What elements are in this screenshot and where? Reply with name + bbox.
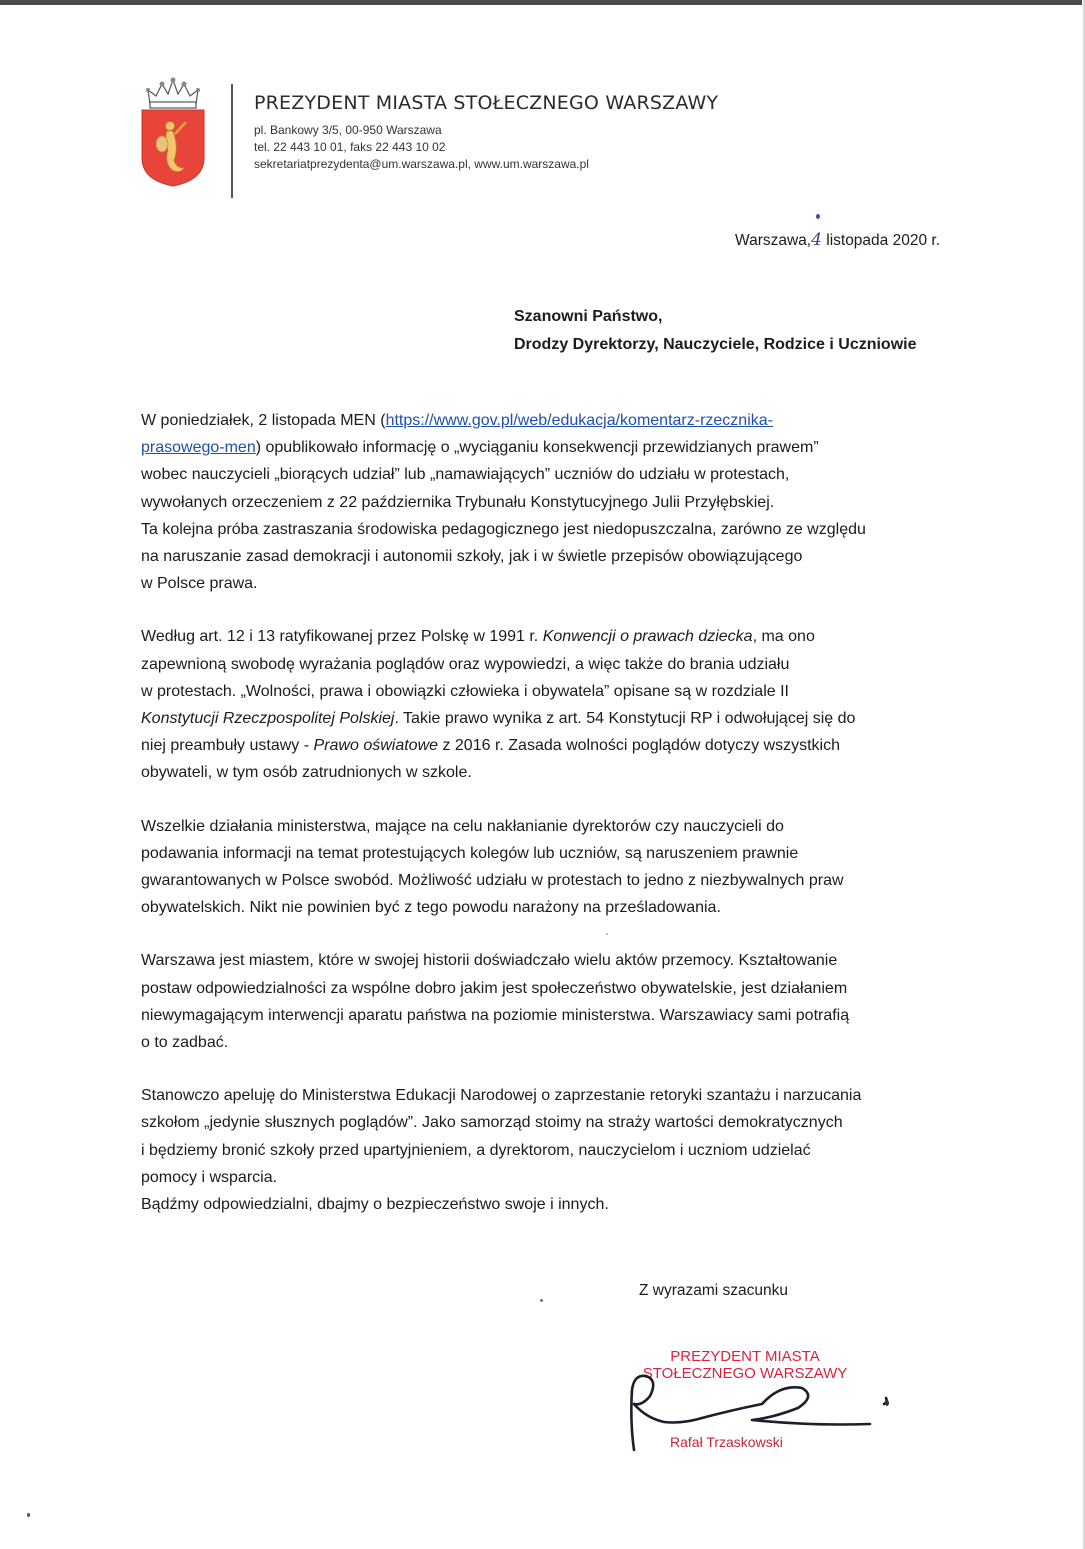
text-line: i będziemy bronić szkoły przed upartyjnieniem, a dyrektorom, nauczycielom i uczniom udzielać [141, 1141, 811, 1159]
paragraph-1 [141, 407, 946, 597]
text-line: wobec nauczycieli „biorących udział” lub „namawiających” uczniów do udziału w protestach, [141, 466, 790, 484]
italic-title: Prawo oświatowe [313, 737, 439, 755]
stamp-signatory-name: Rafał Trzaskowski [670, 1434, 783, 1450]
text-span: ) opublikowało informację o „wyciąganiu konsekwencji przewidzianych prawem” [255, 439, 819, 457]
text-line: Stanowczo apeluję do Ministerstwa Edukacji Narodowej o zaprzestanie retoryki szantażu i narzucania [141, 1087, 862, 1105]
text-line: zapewnioną swobodę wyrażania poglądów oraz wypowiedzi, a więc także do brania udziału [141, 655, 790, 673]
text-line: Bądźmy odpowiedzialni, dbajmy o bezpieczeństwo swoje i innych. [141, 1196, 609, 1214]
date-city: Warszawa, [735, 232, 812, 249]
men-link-part-1[interactable]: https://www.gov.pl/web/edukacja/komentarz-rzecznika- [385, 412, 773, 429]
paragraph-2 [141, 623, 946, 786]
closing-phrase: Z wyrazami szacunku [639, 1282, 789, 1299]
men-link-part-2[interactable]: prasowego-men [141, 439, 256, 457]
text-span: Według art. 12 i 13 ratyfikowanej przez Polskę w 1991 r. [141, 628, 543, 646]
letter-date [735, 230, 940, 250]
paragraph-3 [141, 813, 946, 922]
text-line: obywateli, w tym osób zatrudnionych w szkole. [141, 764, 472, 782]
office-address: pl. Bankowy 3/5, 00-950 Warszawa [254, 123, 442, 137]
italic-title: Konstytucji Rzeczpospolitej Polskiej [141, 710, 395, 728]
text-line: Warszawa jest miastem, które w swojej historii doświadczało wielu aktów przemocy. Kształtowanie [141, 952, 838, 970]
date-day-handwritten: 4 [811, 230, 822, 250]
scan-speck [885, 1400, 889, 1406]
scan-speck [27, 1513, 30, 1517]
text-line: postaw odpowiedzialności za wspólne dobro jakim jest społeczeństwo obywatelskie, jest działaniem [141, 979, 848, 997]
text-line: Ta kolejna próba zastraszania środowiska pedagogicznego jest niedopuszczalna, zarówno ze względu [141, 520, 866, 538]
office-title: PREZYDENT MIASTA STOŁECZNEGO WARSZAWY [254, 92, 719, 114]
scan-speck [606, 933, 608, 935]
salutation [514, 303, 917, 359]
stamp-line-1: PREZYDENT MIASTA [670, 1348, 820, 1365]
text-span: z 2016 r. Zasada wolności poglądów dotyczy wszystkich [438, 737, 840, 755]
paragraph-4 [141, 947, 946, 1056]
letter-body [141, 407, 946, 1244]
italic-title: Konwencji o prawach dziecka [542, 628, 753, 646]
text-line: pomocy i wsparcia. [141, 1168, 278, 1186]
text-span: , ma ono [752, 628, 815, 646]
text-line: obywatelskich. Nikt nie powinien być z tego powodu narażony na prześladowania. [141, 899, 721, 917]
text-line: szkołom „jedynie słusznych poglądów”. Jako samorząd stoimy na straży wartości demokratycznych [141, 1114, 843, 1132]
text-line: niewymagającym interwencji aparatu państwa na poziomie ministerstwa. Warszawiacy sami potrafią [141, 1006, 850, 1024]
stamp-line-2: STOŁECZNEGO WARSZAWY [642, 1365, 848, 1382]
office-contacts: sekretariatprezydenta@um.warszawa.pl, www.um.warszawa.pl [254, 157, 589, 171]
text-span: . Takie prawo wynika z art. 54 Konstytucji RP i odwołującej się do [394, 710, 856, 728]
office-phone: tel. 22 443 10 01, faks 22 443 10 02 [254, 140, 446, 154]
text-line: o to zadbać. [141, 1034, 229, 1052]
header-divider [231, 84, 233, 198]
date-rest: listopada 2020 r. [821, 232, 940, 249]
text-span: niej preambuły ustawy - [141, 737, 314, 755]
text-line: w protestach. „Wolności, prawa i obowiązki człowieka i obywatela” opisane są w rozdziale II [141, 682, 789, 700]
text-line: w Polsce prawa. [141, 575, 258, 593]
handwritten-signature-icon [612, 1362, 902, 1458]
scan-speck [816, 214, 820, 219]
paragraph-5 [141, 1082, 946, 1218]
text-line: Wszelkie działania ministerstwa, mające na celu nakłanianie dyrektorów czy nauczycieli do [141, 817, 784, 835]
text-line: podawania informacji na temat protestujących kolegów lub uczniów, są naruszeniem prawnie [141, 844, 799, 862]
scan-speck [540, 1299, 543, 1302]
text-span: W poniedziałek, 2 listopada MEN ( [141, 412, 386, 429]
letterhead [254, 92, 718, 173]
page-top-border [0, 0, 1085, 5]
warsaw-coat-of-arms-icon [138, 76, 208, 188]
salutation-line-1: Szanowni Państwo, [514, 308, 663, 325]
text-line: gwarantowanych w Polsce swobód. Możliwość udziału w protestach to jedno z niezbywalnych praw [141, 872, 844, 890]
text-line: na naruszanie zasad demokracji i autonomii szkoły, jak i w świetle przepisów obowiązującego [141, 548, 803, 566]
salutation-line-2: Drodzy Dyrektorzy, Nauczyciele, Rodzice i Uczniowie [514, 336, 917, 353]
text-line: wywołanych orzeczeniem z 22 października Trybunału Konstytucyjnego Julii Przyłębskiej. [141, 493, 775, 511]
